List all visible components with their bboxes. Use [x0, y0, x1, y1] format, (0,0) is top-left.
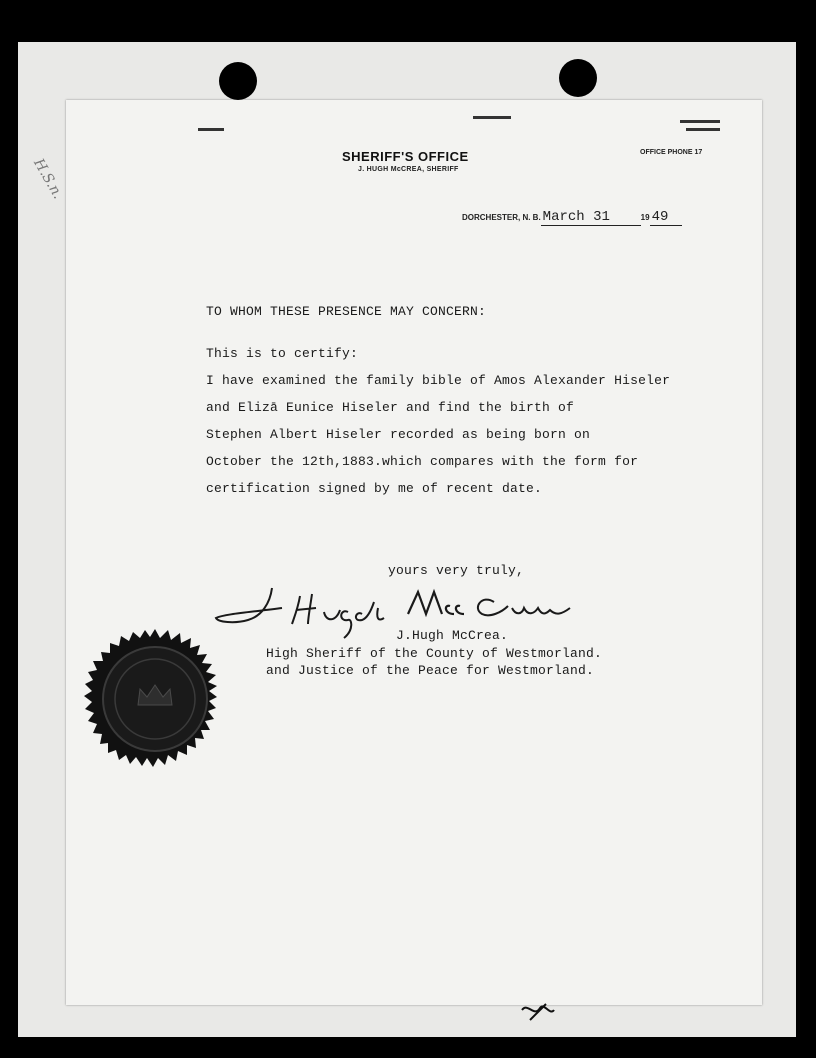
office-phone: OFFICE PHONE 17 [640, 149, 703, 156]
salutation: TO WHOM THESE PRESENCE MAY CONCERN: [206, 304, 487, 319]
staple-mark [680, 120, 720, 123]
margin-handwritten-note: H.S.n. [30, 156, 66, 202]
staple-mark [686, 128, 720, 131]
dateline-year-suffix: 49 [650, 210, 682, 226]
body-line: This is to certify: [206, 346, 359, 361]
dateline [462, 210, 682, 226]
staple-mark [198, 128, 224, 131]
punch-hole-left [219, 62, 257, 100]
body-line: Stephen Albert Hiseler recorded as being born on [206, 427, 591, 442]
dateline-place: DORCHESTER, N. B. [462, 213, 541, 222]
letter-sheet [66, 100, 762, 1005]
body-line: October the 12th,1883.which compares with the form for [206, 454, 639, 469]
official-seal-icon [80, 627, 230, 777]
staple-mark [473, 116, 511, 119]
corner-scribble [520, 1000, 556, 1024]
letterhead-sheriff-name: J. HUGH McCREA, SHERIFF [358, 166, 459, 173]
signer-title-line: High Sheriff of the County of Westmorland. [266, 646, 603, 661]
body-line: I have examined the family bible of Amos Alexander Hiseler [206, 373, 671, 388]
punch-hole-right [559, 59, 597, 97]
dateline-month-day: March 31 [541, 210, 641, 226]
signer-name: J.Hugh McCrea. [396, 628, 509, 643]
dateline-year-prefix: 19 [640, 213, 650, 222]
complimentary-close: yours very truly, [388, 563, 525, 578]
body-line: and Elizā Eunice Hiseler and find the birth of [206, 400, 575, 415]
signer-title-line: and Justice of the Peace for Westmorland. [266, 663, 595, 678]
body-line: certification signed by me of recent date. [206, 481, 543, 496]
letterhead-title: SHERIFF'S OFFICE [342, 149, 469, 164]
